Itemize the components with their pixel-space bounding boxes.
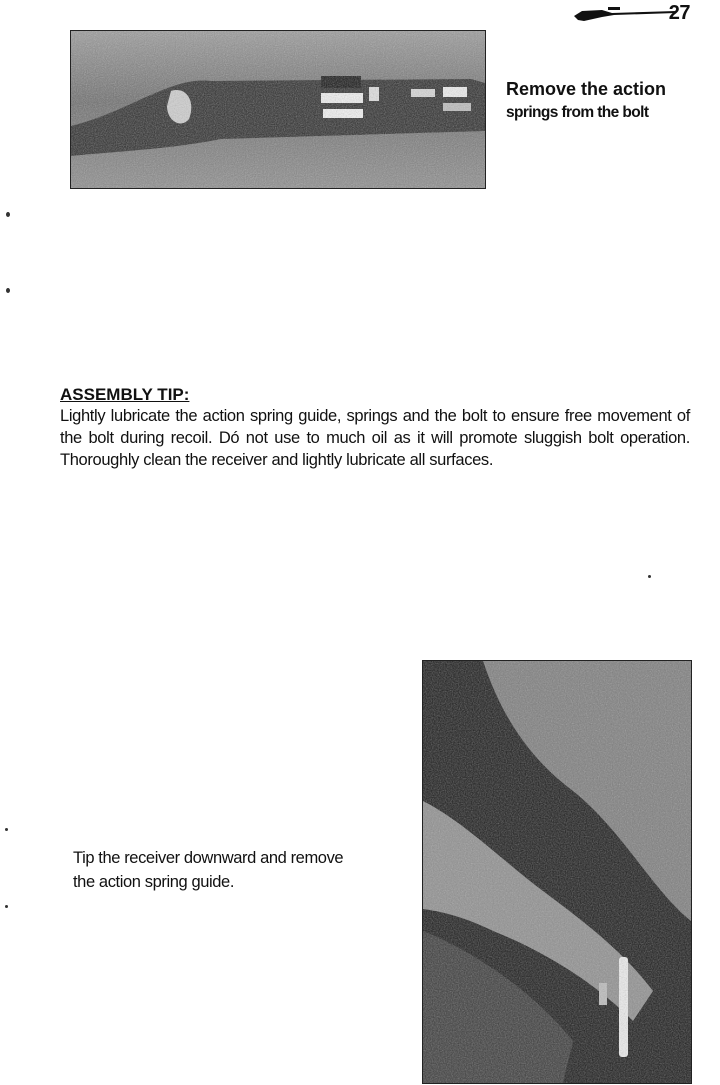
bolt-springs-caption — [506, 78, 690, 124]
scan-speck — [648, 575, 651, 578]
bolt-springs-photo — [70, 30, 486, 189]
caption-line: the action spring guide. — [73, 873, 235, 891]
assembly-tip — [60, 385, 690, 471]
scan-speck — [6, 212, 10, 217]
scan-speck — [6, 288, 10, 293]
caption-line — [506, 78, 690, 101]
rifle-icon — [572, 4, 684, 24]
scan-speck — [5, 828, 8, 831]
caption-line: Tip the receiver downward and remove — [73, 849, 344, 867]
scan-speck — [5, 905, 8, 908]
spring-guide-caption — [73, 846, 413, 894]
assembly-tip-heading: ASSEMBLY TIP: — [60, 385, 190, 404]
caption-line: springs from the bolt — [506, 104, 649, 121]
page-header — [560, 0, 710, 26]
spring-guide-photo — [422, 660, 692, 1084]
assembly-tip-body: Lightly lubricate the action spring guide, springs and the bolt to ensure free movement of the bolt during recoil. Dó not use to much oil as it will promote sluggish bolt operation. Thoroughly clean the receiver and lightly lubricate all surfaces. — [60, 407, 690, 469]
page-number: 27 — [668, 2, 690, 24]
caption-text: Remove the action — [506, 79, 667, 99]
